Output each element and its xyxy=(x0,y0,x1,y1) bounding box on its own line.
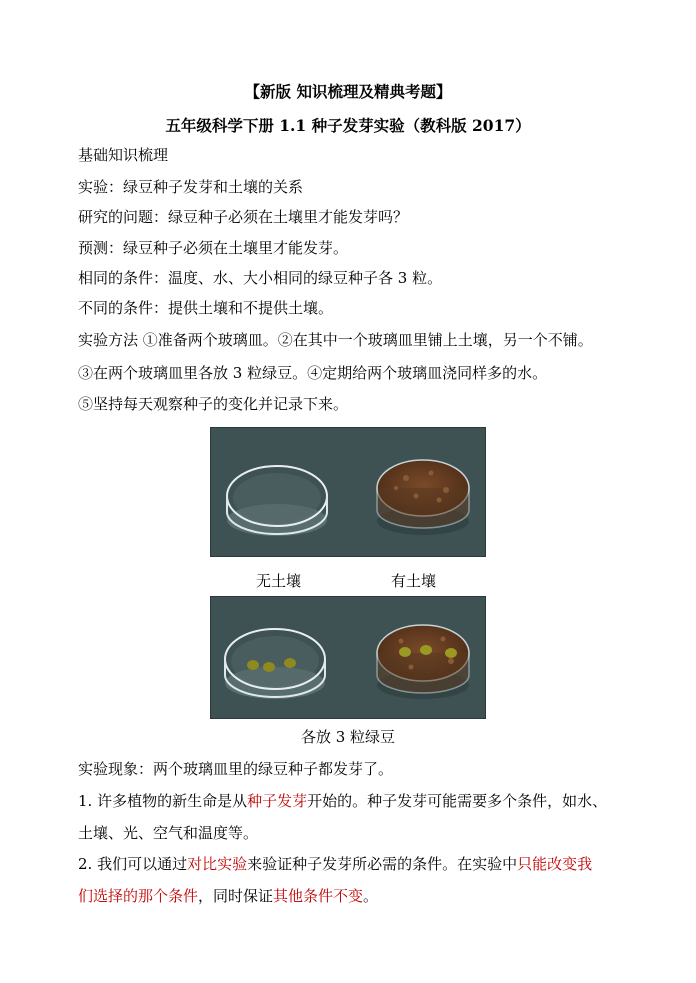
point2-highlight: 对比实验 xyxy=(187,855,248,873)
text-line: 研究的问题：绿豆种子必须在土壤里才能发芽吗？ xyxy=(78,208,409,226)
point1-line2: 土壤、光、空气和温度等。 xyxy=(78,824,259,842)
section-title: 基础知识梳理 xyxy=(78,146,169,164)
header-subtitle: 五年级科学下册 1.1 种子发芽实验（教科版 2017） xyxy=(165,116,531,135)
point1-highlight: 种子发芽 xyxy=(247,792,308,810)
point2-line1 xyxy=(78,853,592,875)
point2-text: 2. 我们可以通过 xyxy=(78,855,188,873)
text-line: 不同的条件：提供土壤和不提供土壤。 xyxy=(78,299,334,317)
point2-text: ，同时保证 xyxy=(198,887,274,905)
text-line: ⑤坚持每天观察种子的变化并记录下来。 xyxy=(78,395,349,413)
photo1-label-left: 无土壤 xyxy=(256,572,302,590)
point1-text: 开始的。种子发芽可能需要多个条件，如水、 xyxy=(307,792,608,810)
text-line: ③在两个玻璃皿里各放 3 粒绿豆。④定期给两个玻璃皿浇同样多的水。 xyxy=(78,364,548,382)
text-line: 相同的条件：温度、水、大小相同的绿豆种子各 3 粒。 xyxy=(78,269,443,287)
point2-highlight: 们选择的那个条件 xyxy=(78,887,199,905)
photo-dishes-empty-and-soil xyxy=(210,427,486,557)
point1-line1 xyxy=(78,790,607,812)
text-line: 预测：绿豆种子必须在土壤里才能发芽。 xyxy=(78,239,349,257)
point2-highlight: 只能改变我 xyxy=(517,855,593,873)
point2-text: 来验证种子发芽所必需的条件。在实验中 xyxy=(247,855,518,873)
point1-text: 1. 许多植物的新生命是从 xyxy=(78,792,248,810)
point2-text: 。 xyxy=(363,887,379,905)
text-line: 实验：绿豆种子发芽和土壤的关系 xyxy=(78,178,304,196)
photo-dishes-with-beans xyxy=(210,596,486,719)
point2-highlight: 其他条件不变 xyxy=(273,887,364,905)
observation-line: 实验现象：两个玻璃皿里的绿豆种子都发芽了。 xyxy=(78,760,394,778)
point2-line2 xyxy=(78,885,378,907)
header-title: 【新版 知识梳理及精典考题】 xyxy=(244,82,452,101)
text-line: 实验方法 ①准备两个玻璃皿。②在其中一个玻璃皿里铺上土壤，另一个不铺。 xyxy=(78,331,593,349)
photo2-caption: 各放 3 粒绿豆 xyxy=(300,728,396,746)
photo1-label-right: 有土壤 xyxy=(391,572,437,590)
